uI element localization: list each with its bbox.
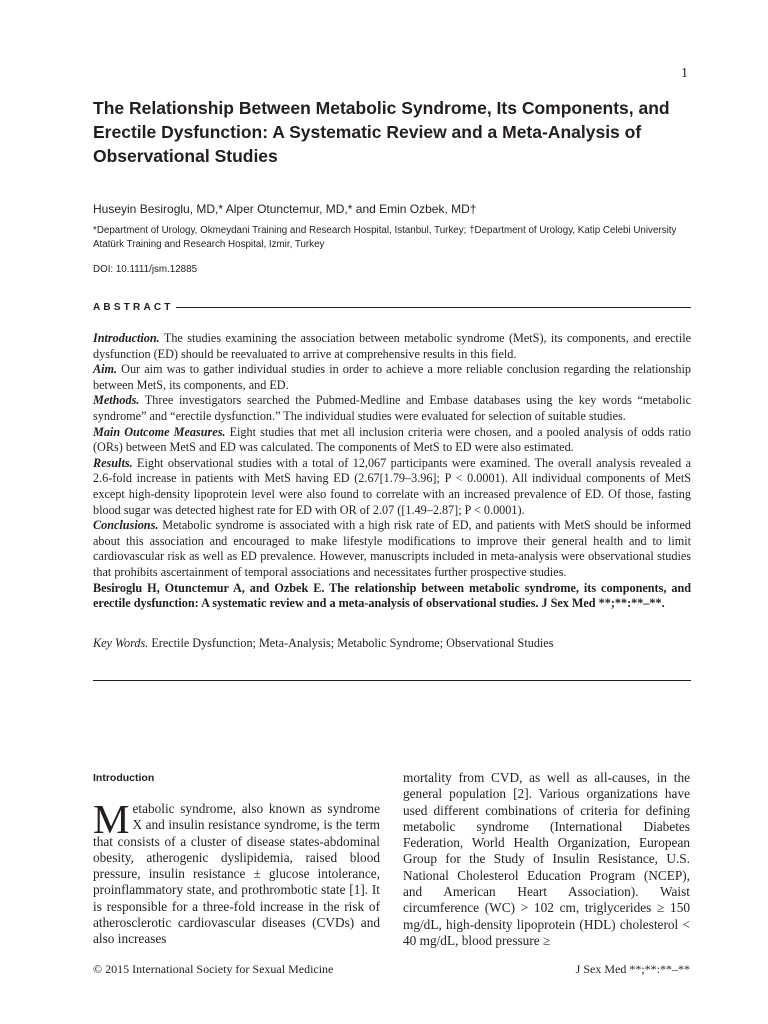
abstract-header — [93, 302, 691, 313]
abstract-methods — [93, 393, 691, 424]
abstract-conclusions-label: Conclusions. — [93, 518, 159, 533]
abstract-conclusions-text: Metabolic syndrome is associated with a high risk rate of ED, and patients with MetS should be informed about this association and encouraged to make lifestyle modifications to improve their general health and to limit cardiovascular risk as well as ED prevalence. However, manuscripts included in meta-analysis were observational studies that prohibits ascertainment of temporal associations and necessitates further prospective studies. — [93, 518, 691, 579]
abstract-citation: Besiroglu H, Otunctemur A, and Ozbek E. The relationship between metabolic syndrome, its components, and erectile dysfunction: A systematic review and a meta-analysis of observational studies. J Sex Med **;**:**–**. — [93, 580, 691, 611]
abstract-conclusions — [93, 518, 691, 580]
footer-journal: J Sex Med **;**:**–** — [575, 962, 690, 976]
abstract-introduction — [93, 331, 691, 362]
abstract-aim-text: Our aim was to gather individual studies in order to achieve a more reliable conclusion regarding the relationship between MetS, its components, and ED. — [93, 362, 691, 392]
keywords — [93, 636, 691, 651]
keywords-text: Erectile Dysfunction; Meta-Analysis; Metabolic Syndrome; Observational Studies — [148, 636, 554, 650]
abstract-results-label: Results. — [93, 455, 133, 470]
abstract-methods-label: Methods. — [93, 393, 140, 408]
abstract-outcome — [93, 425, 691, 456]
paper-title: The Relationship Between Metabolic Syndrome, Its Components, and Erectile Dysfunction: A Systematic Review and a Meta-Analysis of Observational Studies — [93, 98, 670, 166]
abstract-rule — [176, 307, 691, 308]
abstract-introduction-label: Introduction. — [93, 331, 160, 345]
drop-cap: M — [93, 796, 130, 842]
body-paragraph-right: mortality from CVD, as well as all-causes, in the general population [2]. Various organizations have used different combinations of criteria for defining metabolic syndrome (International Diabetes Federation, World Health Organization, European Group for the Study of Insulin Resistance, U.S. National Cholesterol Education Program (NCEP), and American Heart Association). Waist circumference (WC) > 102 cm, triglycerides ≥ 150 mg/dL, high-density lipoprotein (HDL) cholesterol < 40 mg/dL, blood pressure ≥ — [403, 770, 690, 948]
section-divider — [93, 680, 691, 681]
keywords-label: Key Words. — [93, 636, 149, 650]
author-list: Huseyin Besiroglu, MD,* Alper Otunctemur, MD,* and Emin Ozbek, MD† — [93, 202, 477, 216]
abstract-body — [93, 331, 691, 612]
introduction-heading: Introduction — [93, 772, 155, 784]
page-number: 1 — [681, 66, 688, 81]
abstract-outcome-label: Main Outcome Measures. — [93, 424, 226, 439]
body-paragraph-left — [93, 796, 380, 948]
abstract-aim — [93, 362, 691, 393]
abstract-heading: ABSTRACT — [93, 302, 174, 313]
abstract-aim-label: Aim. — [93, 362, 118, 377]
body-column-right — [403, 770, 690, 949]
affiliations: *Department of Urology, Okmeydani Training and Research Hospital, Istanbul, Turkey; †Department of Urology, Katip Celebi University Atatürk Training and Research Hospital, Izmir, Turkey — [93, 225, 677, 250]
abstract-outcome-text: Eight studies that met all inclusion criteria were chosen, and a pooled analysis of odds ratio (ORs) between MetS and ED was calculated. The components of MetS to ED were also estimated. — [93, 424, 691, 455]
abstract-methods-text: Three investigators searched the Pubmed-Medline and Embase databases using the key words “metabolic syndrome” and “erectile dysfunction.” The individual studies were evaluated for selection of suitable studies. — [93, 393, 691, 423]
abstract-results — [93, 456, 691, 518]
footer-copyright: © 2015 International Society for Sexual Medicine — [93, 962, 334, 976]
abstract-introduction-text: The studies examining the association between metabolic syndrome (MetS), its components, and erectile dysfunction (ED) should be reevaluated to arrive at comprehensive results in this field. — [93, 331, 691, 361]
doi: DOI: 10.1111/jsm.12885 — [93, 264, 198, 275]
abstract-results-text: Eight observational studies with a total of 12,067 participants were examined. The overall analysis revealed a 2.6-fold increase in patients with MetS having ED (2.67[1.79–3.96]; P < 0.0001). All individual components of MetS except high-density lipoprotein level were also found to correlate with an increased prevalence of ED. Of those, fasting blood sugar was detected highest rate for ED with OR of 2.07 ([1.49–2.87]; P < 0.0001). — [93, 455, 691, 517]
body-column-left — [93, 796, 380, 948]
body-left-text: etabolic syndrome, also known as syndrome X and insulin resistance syndrome, is the term that consists of a cluster of disease states-abdominal obesity, atherogenic dyslipidemia, raised blood pressure, insulin resistance ± glucose intolerance, proinflammatory state, and prothrombotic state [1]. It is responsible for a three-fold increase in the risk of atherosclerotic cardiovascular diseases (CVDs) and also increases — [93, 801, 380, 947]
